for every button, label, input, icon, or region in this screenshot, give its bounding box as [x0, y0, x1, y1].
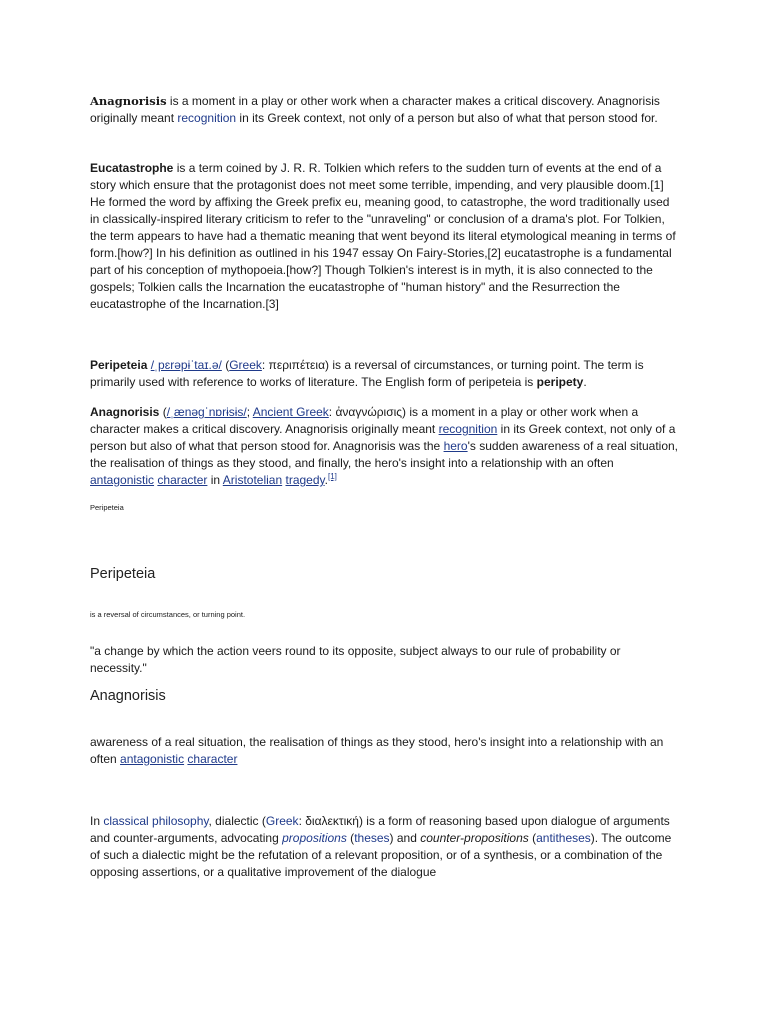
link-recognition-2[interactable]: recognition [438, 422, 498, 436]
link-character[interactable]: character [157, 473, 208, 487]
paragraph-anagnorisis-intro: Anagnorisis is a moment in a play or other work when a character makes a critical discovery. Anagnorisis originally meant recognition in its Greek context, not only of a person but also of what that person stood for. [90, 94, 660, 125]
footnote-link-1[interactable]: [1] [327, 472, 337, 481]
term-anagnorisis: Anagnorisis [90, 94, 167, 108]
link-antitheses[interactable]: antitheses [536, 831, 591, 845]
link-antagonistic[interactable]: antagonistic [90, 473, 155, 487]
caption-peripeteia: Peripeteia [90, 503, 124, 512]
quote-aristotle: "a change by which the action veers round to its opposite, subject always to our rule of probability or necessity." [90, 644, 621, 675]
link-ancient-greek[interactable]: Ancient Greek [252, 405, 329, 419]
term-peripeteia: Peripeteia [90, 358, 148, 372]
heading-peripeteia: Peripeteia [90, 566, 156, 582]
link-antagonistic-2[interactable]: antagonistic [120, 752, 185, 766]
link-greek-2[interactable]: Greek [265, 814, 299, 828]
link-hero[interactable]: hero [443, 439, 468, 453]
paragraph-anagnorisis-detail: Anagnorisis (/ˌænəɡˈnɒrɨsɨs/; Ancient Greek: ἀναγνώρισις) is a moment in a play or other work when a character makes a critical discovery. Anagnorisis originally meant recognition in its Greek context, not only of a person but also of what that person stood for. Anagnorisis was the hero's sudden awareness of a real situation, the realisation of things as they stood, and finally, the hero's insight into a relationship with an often antagonistic character in Aristotelian tragedy.[1] [90, 405, 679, 487]
paragraph-dialectic: In classical philosophy, dialectic (Greek: διαλεκτική) is a form of reasoning based upon dialogue of arguments and counter-arguments, advocating propositions (theses) and counter-propositions (antitheses). The outcome of such a dialectic might be the refutation of a relevant proposition, or of a synthesis, or a combination of the opposing assertions, or a qualitative improvement of the dialogue [90, 814, 672, 879]
link-theses[interactable]: theses [354, 831, 390, 845]
term-anagnorisis-bold: Anagnorisis [90, 405, 160, 419]
paragraph-eucatastrophe: Eucatastrophe is a term coined by J. R. R. Tolkien which refers to the sudden turn of events at the end of a story which ensure that the protagonist does not meet some terrible, impending, and very plausible doom.[1] He formed the word by affixing the Greek prefix eu, meaning good, to catastrophe, the word traditionally used in classically-inspired literary criticism to refer to the "unraveling" or conclusion of a drama's plot. For Tolkien, the term appears to have had a thematic meaning that went beyond its literal etymological meaning in terms of form.[how?] In his definition as outlined in his 1947 essay On Fairy-Stories,[2] eucatastrophe is a fundamental part of his conception of mythopoeia.[how?] Though Tolkien's interest is in myth, it is also connected to the gospels; Tolkien calls the Incarnation the eucatastrophe of "human history" and the Resurrection the eucatastrophe of the Incarnation.[3] [90, 161, 676, 311]
link-propositions[interactable]: propositions [282, 831, 347, 845]
link-tragedy[interactable]: tragedy [285, 473, 325, 487]
link-classical-philosophy[interactable]: classical philosophy [103, 814, 209, 828]
term-eucatastrophe: Eucatastrophe [90, 161, 174, 175]
paragraph-awareness: awareness of a real situation, the realisation of things as they stood, hero's insight into a relationship with an often antagonistic character [90, 735, 664, 766]
link-greek[interactable]: Greek [229, 358, 262, 372]
link-character-2[interactable]: character [187, 752, 238, 766]
link-ipa-anagnorisis[interactable]: /ˌænəɡˈnɒrɨsɨs/ [166, 405, 247, 419]
link-ipa-peripeteia[interactable]: /ˌpɛrəpɨˈtaɪ.ə/ [150, 358, 222, 372]
paragraph-peripeteia: Peripeteia /ˌpɛrəpɨˈtaɪ.ə/ (Greek: περιπέτεια) is a reversal of circumstances, or turning point. The term is primarily used with reference to works of literature. The English form of peripeteia is peripety. [90, 358, 644, 389]
term-counter-propositions: counter-propositions [420, 831, 529, 845]
caption-reversal: is a reversal of circumstances, or turning point. [90, 610, 246, 619]
link-recognition[interactable]: recognition [177, 111, 237, 125]
link-aristotelian[interactable]: Aristotelian [222, 473, 283, 487]
heading-anagnorisis: Anagnorisis [90, 688, 166, 704]
term-peripety: peripety [536, 375, 584, 389]
